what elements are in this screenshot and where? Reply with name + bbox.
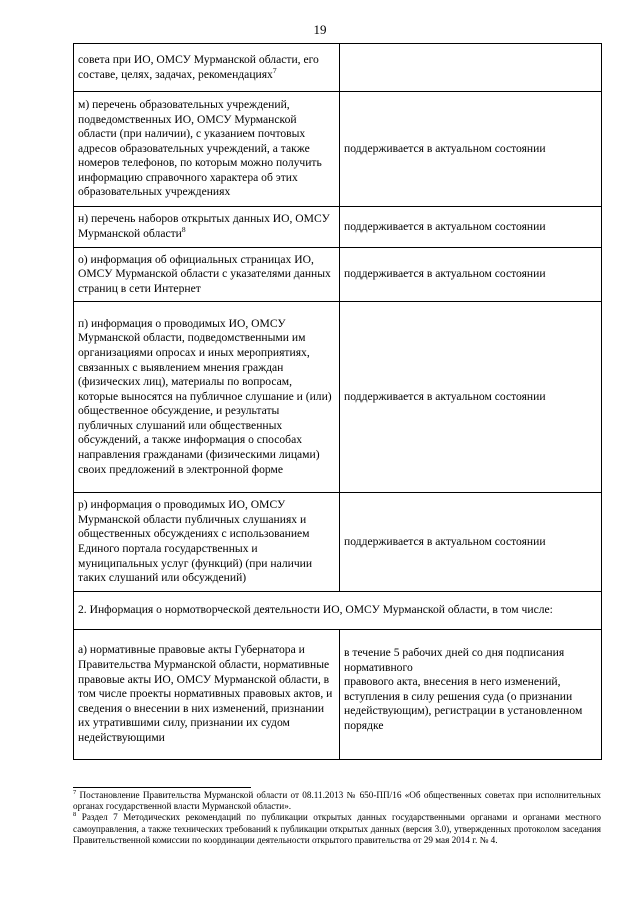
row-right-cell: [340, 630, 602, 760]
table-row: [74, 92, 602, 207]
footnote-text: Постановление Правительства Мурманской области от 08.11.2013 № 650-ПП/16 «Об общественных советах при исполнительных органах государственной власти Мурманской области».: [73, 790, 602, 812]
row-left-cell: о) информация об официальных страницах ИО, ОМСУ Мурманской области с указателями данных страниц в сети Интернет: [74, 248, 340, 302]
cell-text: н) перечень наборов открытых данных ИО, ОМСУ Мурманской области: [78, 212, 330, 240]
row-right-cell: поддерживается в актуальном состоянии: [340, 207, 602, 248]
document-table: [73, 43, 602, 760]
footnote-number: 8: [73, 811, 77, 819]
footnotes: [73, 790, 601, 846]
row-right-cell: поддерживается в актуальном состоянии: [340, 92, 602, 207]
deadline-line-2: правового акта, внесения в него изменений, вступления в силу решения суда (о признании недействующим), регистрации в установленном порядке: [344, 675, 583, 732]
section-heading: 2. Информация о нормотворческой деятельности ИО, ОМСУ Мурманской области, в том числе:: [74, 592, 602, 630]
row-right-cell: поддерживается в актуальном состоянии: [340, 493, 602, 592]
row-left-cell: м) перечень образовательных учреждений, подведомственных ИО, ОМСУ Мурманской области (при наличии), с указанием почтовых адресов образовательных учреждений, а также номеров телефонов, по которым можно получить информацию справочного характера об этих образовательных учреждениях: [74, 92, 340, 207]
footnote-ref: 7: [272, 65, 277, 75]
footnote-ref: 8: [181, 225, 186, 235]
cell-text: совета при ИО, ОМСУ Мурманской области, его составе, целях, задачах, рекомендациях: [78, 52, 319, 81]
footnote-number: 7: [73, 788, 77, 796]
table-row: [74, 493, 602, 592]
table-row: [74, 630, 602, 760]
row-left-cell: [74, 44, 340, 92]
row-right-cell: [340, 44, 602, 92]
table-row: [74, 44, 602, 92]
table-row: [74, 248, 602, 302]
table-row: [74, 207, 602, 248]
row-left-cell: [74, 207, 340, 248]
footnote-separator: [73, 787, 251, 788]
row-left-cell: а) нормативные правовые акты Губернатора и Правительства Мурманской области, нормативные правовые акты ИО, ОМСУ Мурманской области, в том числе проекты нормативных правовых актов, и сведения о внесении в них изменений, признании их утратившими силу, признании их судом недействующими: [74, 630, 340, 760]
row-right-cell: поддерживается в актуальном состоянии: [340, 302, 602, 493]
section-heading-row: [74, 592, 602, 630]
footnote-7: [73, 790, 601, 812]
footnote-8: [73, 812, 601, 846]
row-left-cell: п) информация о проводимых ИО, ОМСУ Мурманской области, подведомственными им организациями опросах и иных мероприятиях, связанных с выявлением мнения граждан (физических лиц), материалы по вопросам, которые выносятся на публичное слушание и (или) общественное обсуждение, и результаты публичных слушаний или общественных обсуждений, а также информация о способах направления гражданами (физическими лицами) своих предложений в электронной форме: [74, 302, 340, 493]
row-right-cell: поддерживается в актуальном состоянии: [340, 248, 602, 302]
page-number: 19: [313, 22, 327, 37]
table-row: [74, 302, 602, 493]
deadline-line-1: в течение 5 рабочих дней со дня подписания нормативного: [344, 646, 565, 674]
row-left-cell: р) информация о проводимых ИО, ОМСУ Мурманской области публичных слушаниях и общественных обсуждениях с использованием Единого портала государственных и муниципальных услуг (функций) (при наличии таких слушаний или обсуждений): [74, 493, 340, 592]
footnote-text: Раздел 7 Методических рекомендаций по публикации открытых данных государственными органами и органами местного самоуправления, а также технических требований к публикации открытых данных (версия 3.0), утвержденных протоколом заседания Правительственной комиссии по координации деятельности открытого правительства от 29 мая 2014 г. № 4.: [73, 812, 601, 845]
